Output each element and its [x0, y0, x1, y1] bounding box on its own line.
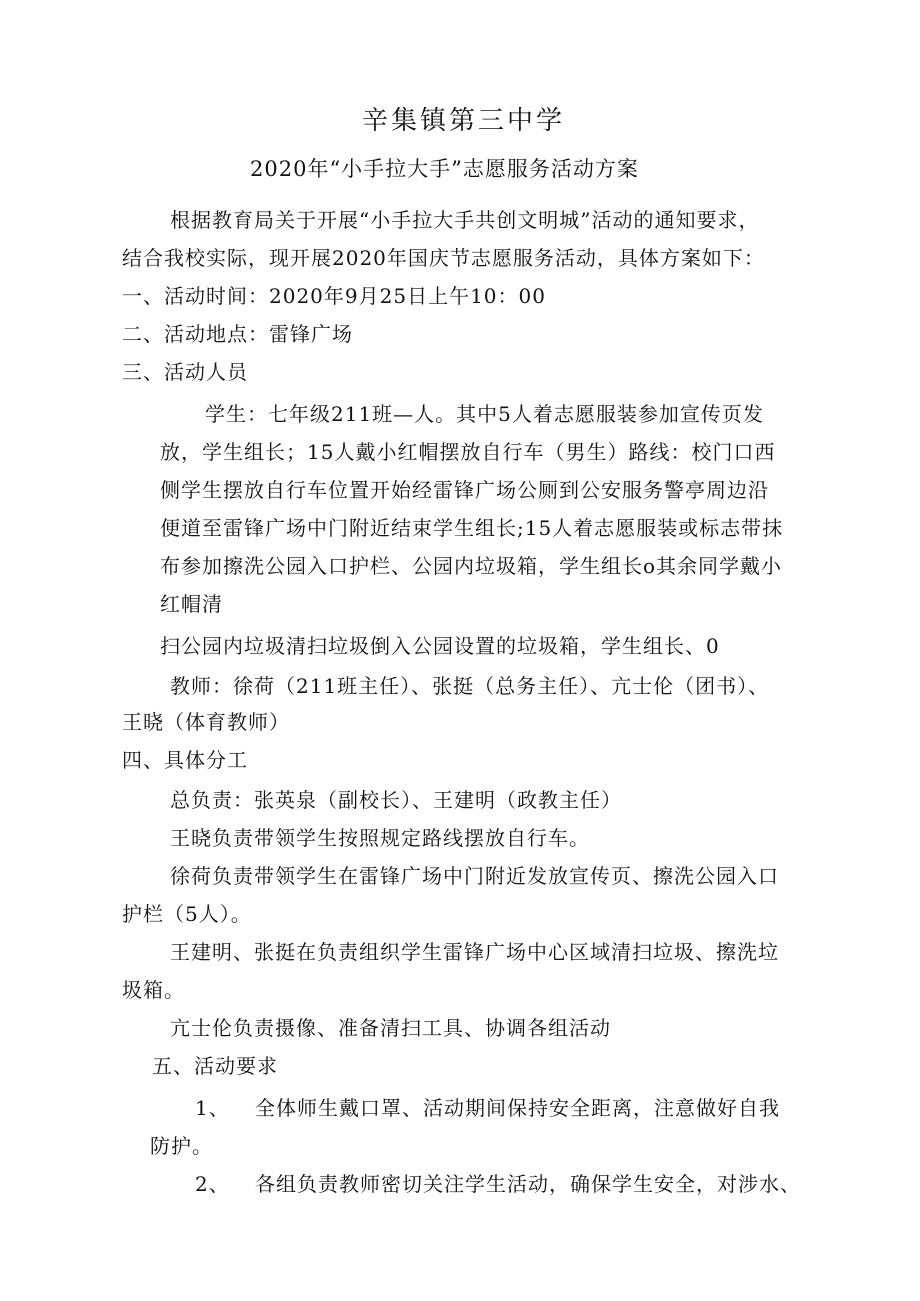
students-line-4: 便道至雷锋广场中门附近结束学生组长;15人着志愿服装或标志带抹 [160, 516, 784, 540]
intro-line-1: 根据教育局关于开展“小手拉大手共创文明城”活动的通知要求， [170, 208, 760, 232]
students-line-3: 侧学生摆放自行车位置开始经雷锋广场公厕到公安服务警亭周边沿 [160, 478, 769, 502]
section-personnel-heading: 三、活动人员 [122, 360, 248, 384]
division-line-3: 徐荷负责带领学生在雷锋广场中门附近发放宣传页、擦洗公园入口 [170, 864, 779, 888]
division-line-5: 王建明、张挺在负责组织学生雷锋广场中心区域清扫垃圾、擦洗垃 [170, 940, 779, 964]
division-line-4: 护栏（5人）。 [122, 902, 252, 926]
requirement-1-continuation: 防护。 [150, 1134, 213, 1158]
section-division-heading: 四、具体分工 [122, 748, 248, 772]
requirement-2-text: 各组负责教师密切关注学生活动，确保学生安全，对涉水、 [255, 1172, 801, 1196]
intro-line-2: 结合我校实际，现开展2020年国庆节志愿服务活动，具体方案如下： [122, 246, 765, 270]
requirement-1-number: 1、 [195, 1096, 230, 1120]
students-line-7: 扫公园内垃圾清扫垃圾倒入公园设置的垃圾箱，学生组长、0 [160, 634, 720, 658]
teachers-line-1: 教师：徐荷（211班主任）、张挺（总务主任）、亢士伦（团书）、 [170, 674, 770, 698]
requirement-1-text: 全体师生戴口罩、活动期间保持安全距离，注意做好自我 [255, 1096, 780, 1120]
division-line-1: 总负责：张英泉（副校长）、王建明（政教主任） [170, 788, 622, 812]
document-title: 辛集镇第三中学 [362, 106, 566, 136]
division-line-6: 圾箱。 [122, 978, 185, 1002]
section-requirements-heading: 五、活动要求 [152, 1054, 278, 1078]
students-line-6: 红帽清 [160, 592, 223, 616]
division-line-2: 王晓负责带领学生按照规定路线摆放自行车。 [170, 826, 590, 850]
requirement-2-number: 2、 [195, 1172, 230, 1196]
students-line-5: 布参加擦洗公园入口护栏、公园内垃圾箱，学生组长o其余同学戴小 [160, 554, 783, 578]
section-location: 二、活动地点：雷锋广场 [122, 322, 353, 346]
teachers-line-2: 王晓（体育教师） [122, 710, 290, 734]
students-line-2: 放，学生组长；15人戴小红帽摆放自行车（男生）路线：校门口西 [160, 440, 776, 464]
section-time: 一、活动时间：2020年9月25日上午10：00 [122, 284, 546, 308]
document-subtitle: 2020年“小手拉大手”志愿服务活动方案 [250, 157, 639, 181]
division-line-7: 亢士伦负责摄像、准备清扫工具、协调各组活动 [170, 1016, 611, 1040]
students-line-1: 学生：七年级211班—人。其中5人着志愿服装参加宣传页发 [205, 402, 764, 426]
